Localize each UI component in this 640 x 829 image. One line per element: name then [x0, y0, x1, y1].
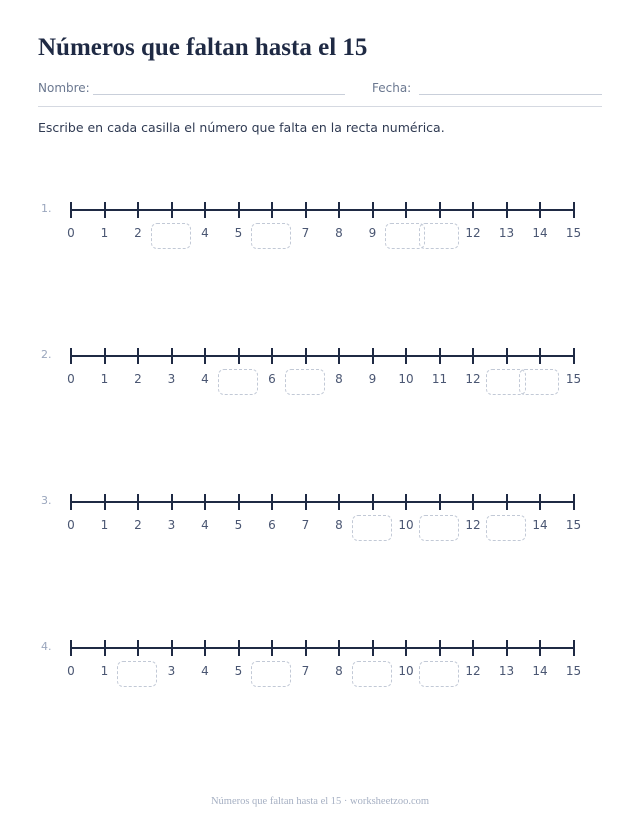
tick-label: 3: [167, 664, 176, 678]
tick-label: 5: [234, 664, 243, 678]
tick-mark: [70, 640, 72, 656]
number-line-exercise: [0, 348, 640, 408]
tick-mark: [305, 202, 307, 218]
number-line-exercise: [0, 494, 640, 554]
tick-label: 5: [234, 518, 243, 532]
tick-mark: [305, 494, 307, 510]
tick-label: 13: [498, 226, 515, 240]
tick-mark: [238, 348, 240, 364]
tick-mark: [238, 494, 240, 510]
answer-box[interactable]: [352, 515, 392, 541]
tick-mark: [439, 202, 441, 218]
answer-box[interactable]: [285, 369, 325, 395]
answer-box[interactable]: [419, 661, 459, 687]
tick-label: 15: [565, 518, 582, 532]
answer-box[interactable]: [151, 223, 191, 249]
tick-mark: [70, 494, 72, 510]
tick-mark: [472, 640, 474, 656]
tick-label: 15: [565, 664, 582, 678]
tick-label: 11: [431, 372, 448, 386]
tick-label: 15: [565, 372, 582, 386]
tick-label: 0: [67, 226, 75, 240]
tick-label: 3: [167, 518, 176, 532]
answer-box[interactable]: [251, 223, 291, 249]
instructions-text: Escribe en cada casilla el número que falta en la recta numérica.: [38, 120, 445, 135]
tick-mark: [372, 348, 374, 364]
tick-mark: [573, 494, 575, 510]
date-field[interactable]: [419, 94, 602, 95]
tick-label: 5: [234, 226, 243, 240]
tick-mark: [506, 640, 508, 656]
tick-mark: [204, 348, 206, 364]
tick-mark: [539, 348, 541, 364]
tick-label: 2: [134, 372, 142, 386]
tick-mark: [405, 202, 407, 218]
footer-text: Números que faltan hasta el 15 · worksheetzoo.com: [210, 796, 430, 807]
tick-label: 1: [100, 226, 109, 240]
tick-label: 14: [532, 518, 548, 532]
tick-mark: [104, 202, 106, 218]
tick-label: 0: [67, 372, 75, 386]
tick-label: 4: [201, 372, 209, 386]
tick-mark: [573, 202, 575, 218]
tick-label: 15: [565, 226, 582, 240]
exercise-number: 1.: [41, 202, 52, 215]
exercise-number: 2.: [41, 348, 52, 361]
tick-mark: [137, 348, 139, 364]
tick-mark: [305, 348, 307, 364]
tick-label: 14: [532, 226, 548, 240]
number-line-axis: [71, 209, 574, 211]
tick-mark: [405, 348, 407, 364]
tick-label: 3: [167, 372, 176, 386]
tick-label: 13: [498, 664, 515, 678]
tick-label: 10: [398, 518, 414, 532]
tick-mark: [171, 494, 173, 510]
number-line-exercise: [0, 640, 640, 700]
exercise-number: 3.: [41, 494, 52, 507]
tick-label: 0: [67, 518, 75, 532]
tick-label: 2: [134, 518, 142, 532]
tick-label: 8: [335, 664, 343, 678]
tick-mark: [137, 640, 139, 656]
answer-box[interactable]: [352, 661, 392, 687]
number-line-axis: [71, 647, 574, 649]
tick-mark: [573, 640, 575, 656]
tick-label: 7: [301, 226, 310, 240]
tick-mark: [506, 494, 508, 510]
tick-mark: [104, 494, 106, 510]
tick-mark: [539, 202, 541, 218]
tick-mark: [539, 640, 541, 656]
tick-mark: [439, 348, 441, 364]
number-line-axis: [71, 355, 574, 357]
tick-mark: [137, 494, 139, 510]
date-label: Fecha:: [372, 81, 412, 95]
tick-mark: [573, 348, 575, 364]
tick-mark: [338, 348, 340, 364]
tick-mark: [104, 640, 106, 656]
answer-box[interactable]: [519, 369, 559, 395]
tick-label: 12: [465, 372, 481, 386]
tick-mark: [70, 348, 72, 364]
tick-mark: [439, 494, 441, 510]
tick-mark: [171, 348, 173, 364]
tick-mark: [271, 348, 273, 364]
tick-label: 7: [301, 518, 310, 532]
tick-label: 12: [465, 226, 481, 240]
tick-mark: [338, 494, 340, 510]
tick-mark: [506, 348, 508, 364]
tick-label: 0: [67, 664, 75, 678]
tick-label: 4: [201, 226, 209, 240]
tick-label: 12: [465, 664, 481, 678]
tick-mark: [238, 640, 240, 656]
tick-label: 4: [201, 518, 209, 532]
tick-mark: [506, 202, 508, 218]
tick-label: 1: [100, 664, 109, 678]
tick-label: 1: [100, 518, 109, 532]
tick-mark: [137, 202, 139, 218]
answer-box[interactable]: [419, 223, 459, 249]
answer-box[interactable]: [486, 515, 526, 541]
tick-mark: [372, 494, 374, 510]
answer-box[interactable]: [218, 369, 258, 395]
tick-mark: [171, 202, 173, 218]
tick-mark: [171, 640, 173, 656]
tick-label: 9: [368, 372, 377, 386]
tick-mark: [405, 640, 407, 656]
tick-mark: [271, 202, 273, 218]
tick-label: 9: [368, 226, 377, 240]
tick-label: 10: [398, 664, 414, 678]
number-line-axis: [71, 501, 574, 503]
tick-mark: [338, 640, 340, 656]
tick-label: 14: [532, 664, 548, 678]
tick-mark: [238, 202, 240, 218]
header-divider: [38, 106, 602, 107]
tick-label: 4: [201, 664, 209, 678]
tick-label: 2: [134, 226, 142, 240]
tick-label: 1: [100, 372, 109, 386]
tick-label: 6: [268, 518, 276, 532]
tick-mark: [372, 640, 374, 656]
tick-mark: [305, 640, 307, 656]
answer-box[interactable]: [419, 515, 459, 541]
number-line-exercise: [0, 202, 640, 262]
tick-label: 7: [301, 664, 310, 678]
tick-mark: [439, 640, 441, 656]
name-label: Nombre:: [38, 81, 90, 95]
tick-label: 10: [398, 372, 414, 386]
tick-mark: [104, 348, 106, 364]
tick-label: 8: [335, 372, 343, 386]
tick-mark: [372, 202, 374, 218]
tick-label: 12: [465, 518, 481, 532]
tick-mark: [472, 348, 474, 364]
answer-box[interactable]: [117, 661, 157, 687]
tick-mark: [204, 494, 206, 510]
tick-label: 8: [335, 226, 343, 240]
name-field[interactable]: [93, 94, 345, 95]
tick-mark: [70, 202, 72, 218]
tick-mark: [271, 640, 273, 656]
exercise-number: 4.: [41, 640, 52, 653]
tick-label: 8: [335, 518, 343, 532]
tick-mark: [338, 202, 340, 218]
tick-mark: [472, 202, 474, 218]
tick-mark: [271, 494, 273, 510]
tick-mark: [539, 494, 541, 510]
tick-mark: [405, 494, 407, 510]
tick-mark: [472, 494, 474, 510]
worksheet-title: Números que faltan hasta el 15: [38, 34, 368, 61]
tick-mark: [204, 640, 206, 656]
answer-box[interactable]: [251, 661, 291, 687]
tick-mark: [204, 202, 206, 218]
tick-label: 6: [268, 372, 276, 386]
